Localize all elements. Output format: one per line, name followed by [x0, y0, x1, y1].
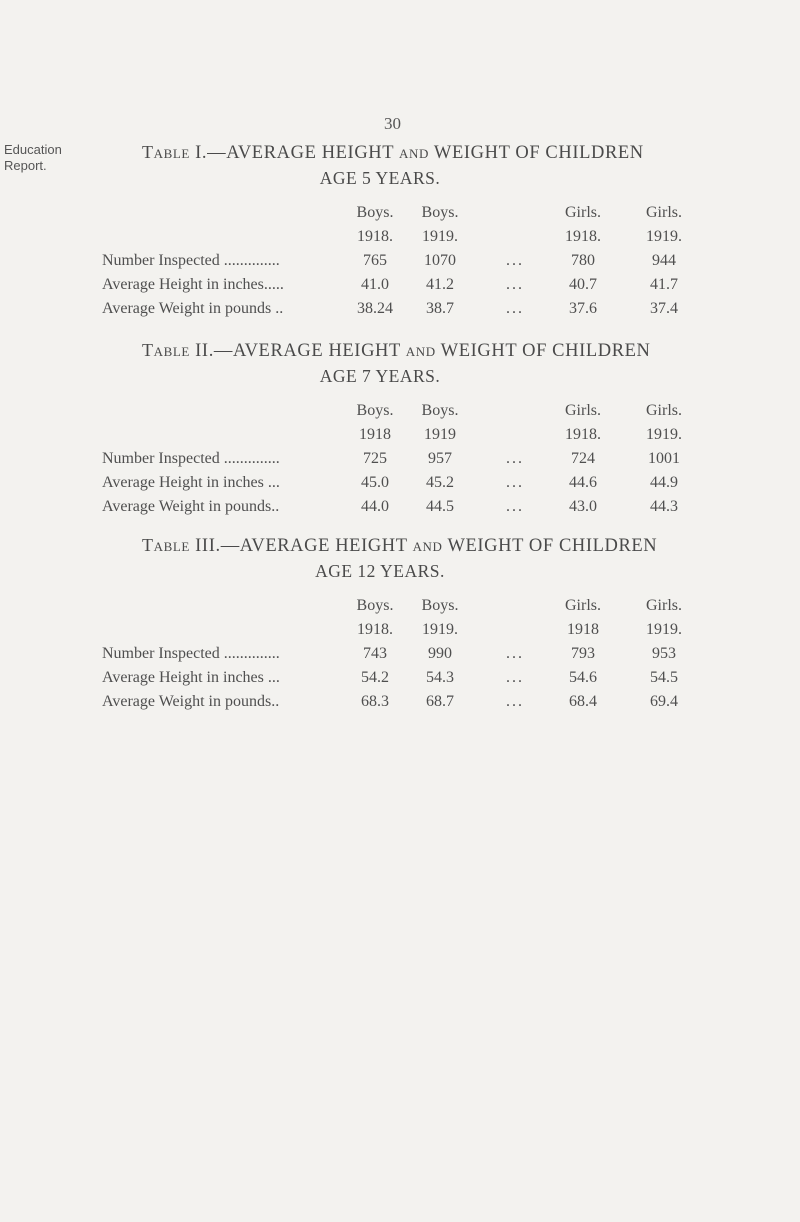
table-3-header-year: 1919.	[646, 621, 682, 638]
table-3-caption: Table III.—AVERAGE HEIGHT and WEIGHT OF CHILDREN	[142, 535, 658, 556]
table-cell: 1001	[648, 450, 680, 467]
table-cell: 743	[363, 645, 387, 662]
table-cell: 793	[571, 645, 595, 662]
table-cell: 68.7	[426, 693, 454, 710]
table-cell: 54.6	[569, 669, 597, 686]
table-2-header-girls-1918: Girls.	[565, 402, 601, 419]
table-cell: 68.3	[361, 693, 389, 710]
leader-dots: ...	[506, 474, 524, 491]
table-cell: 45.2	[426, 474, 454, 491]
leader-dots: ...	[506, 498, 524, 515]
table-1-header-year: 1918.	[357, 228, 393, 245]
table-cell: 990	[428, 645, 452, 662]
table-3-header-girls-1918: Girls.	[565, 597, 601, 614]
table-cell: 41.2	[426, 276, 454, 293]
leader-dots: ...	[506, 669, 524, 686]
table-cell: 40.7	[569, 276, 597, 293]
table-3-header-boys-1919: Boys.	[421, 597, 459, 614]
table-cell: 38.7	[426, 300, 454, 317]
table-cell: 44.0	[361, 498, 389, 515]
table-cell: 38.24	[357, 300, 393, 317]
table-row-label: Average Weight in pounds..	[102, 498, 280, 515]
table-3-header-year: 1919.	[422, 621, 458, 638]
table-1-header-year: 1918.	[565, 228, 601, 245]
margin-note-line-2: Report.	[4, 158, 47, 173]
table-1-header-year: 1919.	[422, 228, 458, 245]
table-cell: 54.5	[650, 669, 678, 686]
leader-dots: ...	[506, 252, 524, 269]
table-cell: 953	[652, 645, 676, 662]
table-1-subcaption: AGE 5 YEARS.	[319, 168, 441, 188]
page-number: 30	[384, 114, 401, 133]
table-2-subcaption: AGE 7 YEARS.	[319, 366, 441, 386]
table-cell: 724	[571, 450, 595, 467]
table-2-header-boys-1918: Boys.	[356, 402, 394, 419]
table-cell: 68.4	[569, 693, 597, 710]
table-2-header-year: 1918.	[565, 426, 601, 443]
table-1-header-boys-1919: Boys.	[421, 204, 459, 221]
table-cell: 45.0	[361, 474, 389, 491]
table-cell: 41.7	[650, 276, 678, 293]
table-row-label: Average Height in inches ...	[102, 474, 280, 491]
table-row-label: Average Weight in pounds..	[102, 693, 280, 710]
table-cell: 44.5	[426, 498, 454, 515]
margin-note-line-1: Education	[4, 142, 62, 157]
table-cell: 1070	[424, 252, 456, 269]
table-3-header-year: 1918.	[357, 621, 393, 638]
table-cell: 780	[571, 252, 595, 269]
table-row-label: Average Height in inches ...	[102, 669, 280, 686]
table-1-header-year: 1919.	[646, 228, 682, 245]
leader-dots: ...	[506, 450, 524, 467]
table-2-caption: Table II.—AVERAGE HEIGHT and WEIGHT OF CHILDREN	[142, 340, 651, 361]
table-3-header-boys-1918: Boys.	[356, 597, 394, 614]
leader-dots: ...	[506, 300, 524, 317]
table-cell: 37.6	[569, 300, 597, 317]
table-row-label: Number Inspected ..............	[102, 252, 280, 269]
table-row-label: Average Height in inches.....	[102, 276, 284, 293]
table-1-header-girls-1918: Girls.	[565, 204, 601, 221]
table-row-label: Number Inspected ..............	[102, 645, 280, 662]
table-3-header-girls-1919: Girls.	[646, 597, 682, 614]
table-1-header-boys-1918: Boys.	[356, 204, 394, 221]
table-cell: 44.3	[650, 498, 678, 515]
table-2-header-year: 1918	[359, 426, 391, 443]
table-1-caption: Table I.—AVERAGE HEIGHT and WEIGHT OF CHILDREN	[142, 142, 644, 163]
table-cell: 43.0	[569, 498, 597, 515]
table-cell: 765	[363, 252, 387, 269]
table-3-subcaption: AGE 12 YEARS.	[315, 561, 445, 581]
table-3-header-year: 1918	[567, 621, 599, 638]
table-cell: 957	[428, 450, 452, 467]
leader-dots: ...	[506, 693, 524, 710]
table-row-label: Number Inspected ..............	[102, 450, 280, 467]
table-2-header-boys-1919: Boys.	[421, 402, 459, 419]
table-2-header-year: 1919.	[646, 426, 682, 443]
table-2-header-girls-1919: Girls.	[646, 402, 682, 419]
table-cell: 725	[363, 450, 387, 467]
table-cell: 944	[652, 252, 676, 269]
table-cell: 69.4	[650, 693, 678, 710]
table-row-label: Average Weight in pounds ..	[102, 300, 284, 317]
table-cell: 54.2	[361, 669, 389, 686]
leader-dots: ...	[506, 276, 524, 293]
leader-dots: ...	[506, 645, 524, 662]
table-2-header-year: 1919	[424, 426, 456, 443]
table-cell: 44.9	[650, 474, 678, 491]
table-cell: 44.6	[569, 474, 597, 491]
table-cell: 54.3	[426, 669, 454, 686]
table-1-header-girls-1919: Girls.	[646, 204, 682, 221]
table-cell: 37.4	[650, 300, 678, 317]
table-cell: 41.0	[361, 276, 389, 293]
